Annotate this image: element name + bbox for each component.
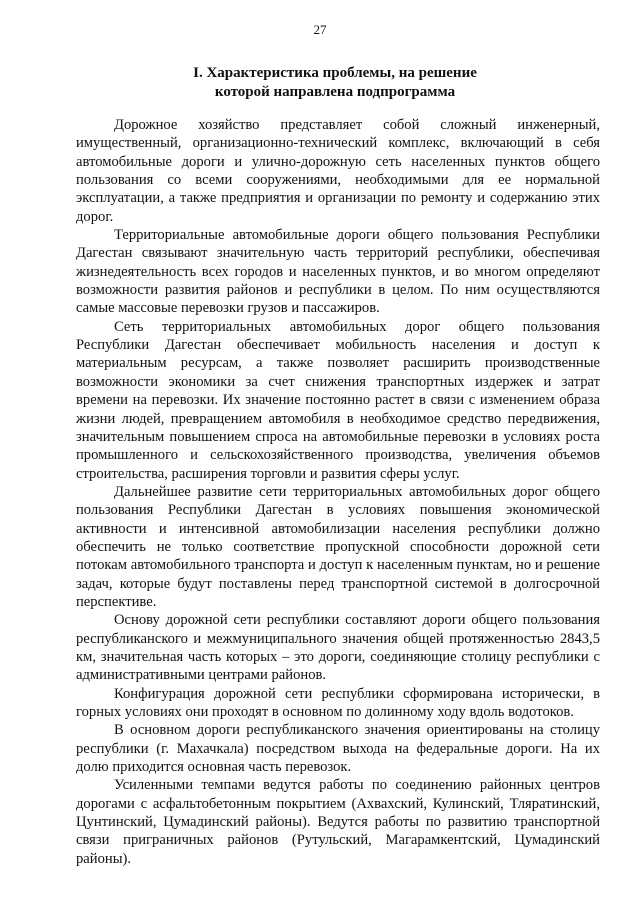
paragraph-network-basis: Основу дорожной сети республики составляют дороги общего пользования республиканского и межмуниципального значения общей протяженностью 2843,5 км, значительная часть которых – это дороги, соединяющие столицу республики с административными центрами районов. <box>76 612 600 684</box>
paragraph-orientation: В основном дороги республиканского значения ориентированы на столицу республики (г. Махачкала) посредством выхода на федеральные дороги. На их долю приходится основная часть перевозок. <box>76 722 600 776</box>
paragraph-territorial-roads: Территориальные автомобильные дороги общего пользования Республики Дагестан связывают значительную часть территорий республики, обеспечивая жизнедеятельность всех городов и населенных пунктов, и во многом определяют возможности развития районов и республики в целом. По ним осуществляются самые массовые перевозки грузов и пассажиров. <box>76 227 600 317</box>
section-title-line-1: I. Характеристика проблемы, на решение <box>193 65 477 81</box>
paragraph-further-development: Дальнейшее развитие сети территориальных автомобильных дорог общего пользования Республики Дагестан в условиях повышения экономической активности и интенсивной автомобилизации населения республики должно обеспечить не только соответствие пропускной способности дорожной сети потокам автомобильного транспорта и доступ к населенным пунктам, но и решение задач, которые будут поставлены перед транспортной системой в долгосрочной перспективе. <box>76 483 600 610</box>
body-text <box>76 116 600 868</box>
paragraph-road-network-mobility: Сеть территориальных автомобильных дорог общего пользования Республики Дагестан обеспечивает мобильность населения и доступ к материальным ресурсам, а также позволяет расширить производственные возможности экономики за счет снижения транспортных издержек и затрат времени на перевозки. Их значение постоянно растет в связи с изменением образа жизни людей, превращением автомобиля в необходимое средство передвижения, значительным повышением спроса на автомобильные перевозки в условиях роста промышленного и сельскохозяйственного производства, увеличения объемов строительства, расширения торговли и развития сферы услуг. <box>76 318 600 482</box>
section-title-line-2: которой направлена подпрограмма <box>214 84 456 100</box>
page-number: 27 <box>313 22 327 37</box>
paragraph-configuration: Конфигурация дорожной сети республики сформирована исторически, в горных условиях они проходят в основном по долинному ходу вдоль водотоков. <box>76 685 600 720</box>
section-title <box>150 64 520 102</box>
paragraph-road-economy: Дорожное хозяйство представляет собой сложный инженерный, имущественный, организационно-технический комплекс, включающий в себя автомобильные дороги и улично-дорожную сеть населенных пунктов общего пользования со всеми сооружениями, необходимыми для ее нормальной эксплуатации, а также предприятия и организации по ремонту и содержанию этих дорог. <box>76 117 600 225</box>
paragraph-accelerated-works: Усиленными темпами ведутся работы по соединению районных центров дорогами с асфальтобетонным покрытием (Ахвахский, Кулинский, Тляратинский, Цунтинский, Цумадинский районы). Ведутся работы по развитию транспортной связи приграничных районов (Рутульский, Магарамкентский, Цумадинский районы). <box>76 777 600 867</box>
